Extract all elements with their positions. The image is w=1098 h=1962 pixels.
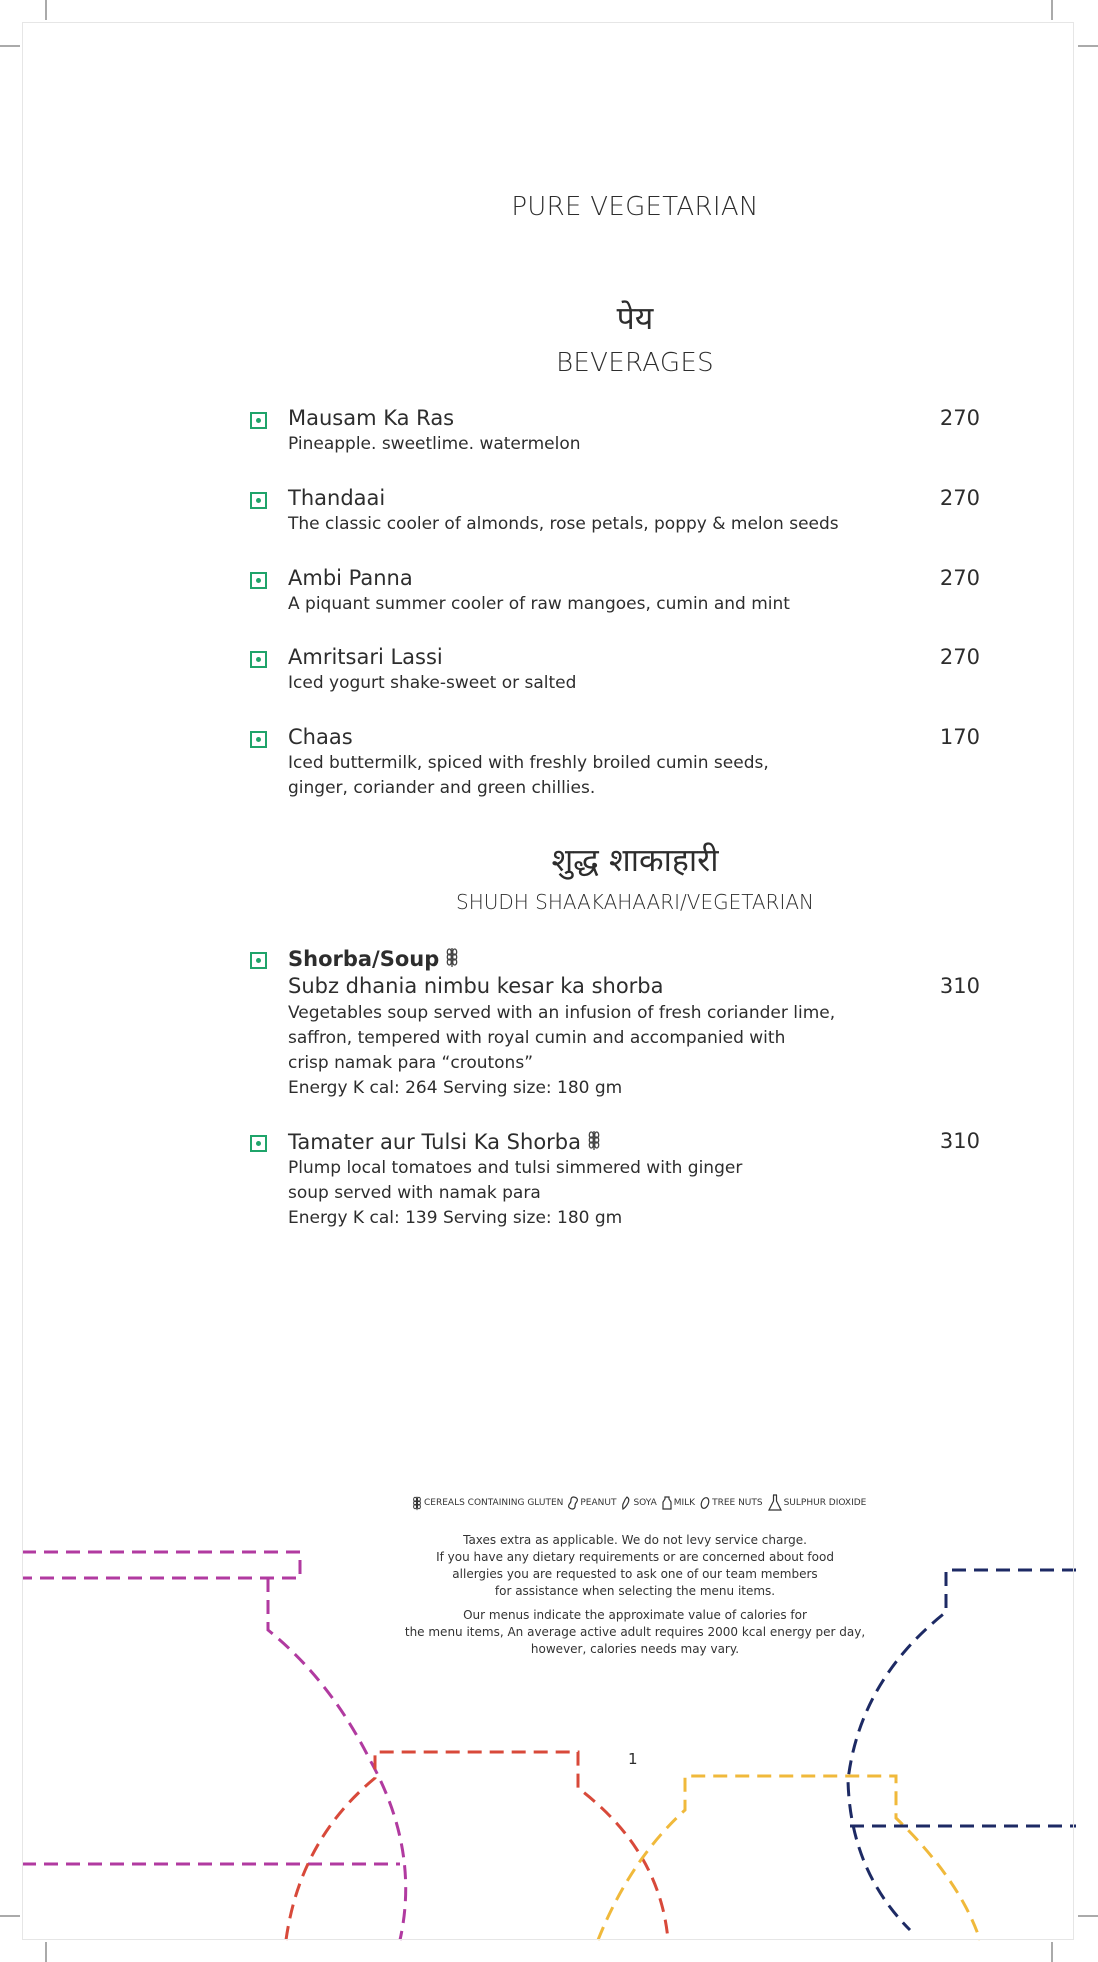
sulphur-dioxide-icon: [768, 1494, 782, 1512]
allergen-sulphur-dioxide: SULPHUR DIOXIDE: [768, 1494, 867, 1512]
item-name: Ambi Panna: [288, 566, 413, 590]
item-description: Iced yogurt shake-sweet or salted: [288, 673, 577, 693]
wheat-icon: [445, 946, 459, 968]
beverages-title: BEVERAGES: [556, 348, 714, 378]
wheat-icon: [412, 1494, 422, 1512]
item-name: Mausam Ka Ras: [288, 406, 455, 430]
item-name: Subz dhania nimbu kesar ka shorba: [288, 974, 664, 998]
category-heading: Shorba/Soup: [288, 946, 459, 971]
item-description: A piquant summer cooler of raw mangoes, cumin and mint: [288, 594, 790, 614]
item-price: 170: [939, 725, 980, 749]
item-price: 270: [939, 486, 980, 510]
allergen-peanut: PEANUT: [568, 1496, 616, 1510]
allergen-soya: SOYA: [621, 1496, 656, 1510]
item-price: 310: [939, 974, 980, 998]
footer-notice: Taxes extra as applicable. We do not levy service charge. If you have any dietary requirements or are concerned about food allergies you are requested to ask one of our team members for assistance when selecting the menu items.: [436, 1533, 834, 1598]
tree-nuts-icon: [700, 1496, 710, 1510]
section-title: PURE VEGETARIAN: [511, 192, 759, 222]
veg-mark-icon: [250, 952, 267, 969]
item-description: saffron, tempered with royal cumin and accompanied with: [288, 1028, 786, 1048]
item-description: Plump local tomatoes and tulsi simmered with ginger: [288, 1158, 743, 1178]
allergen-gluten: CEREALS CONTAINING GLUTEN: [412, 1494, 563, 1512]
item-name: Chaas: [288, 725, 353, 749]
soya-icon: [621, 1496, 631, 1510]
page-number: 1: [628, 1750, 638, 1768]
item-name: Amritsari Lassi: [288, 645, 443, 669]
allergen-tree-nuts: TREE NUTS: [700, 1496, 763, 1510]
vegetarian-title-hindi: शुद्ध शाकाहारी: [551, 841, 719, 879]
veg-mark-icon: [250, 492, 267, 509]
peanut-icon: [568, 1496, 578, 1510]
item-description: The classic cooler of almonds, rose petals, poppy & melon seeds: [288, 514, 839, 534]
item-price: 270: [939, 645, 980, 669]
item-energy: Energy K cal: 139 Serving size: 180 gm: [288, 1208, 623, 1228]
beverages-title-hindi: पेय: [616, 299, 654, 337]
allergen-legend: [412, 1494, 866, 1512]
item-name-row: Tamater aur Tulsi Ka Shorba: [288, 1129, 601, 1154]
item-description: crisp namak para “croutons”: [288, 1053, 533, 1073]
item-description: ginger, coriander and green chillies.: [288, 778, 596, 798]
allergen-milk: MILK: [662, 1496, 695, 1510]
wheat-icon: [587, 1129, 601, 1151]
item-name: Thandaai: [288, 486, 386, 510]
vegetarian-title: SHUDH SHAAKAHAARI/VEGETARIAN: [456, 890, 814, 914]
item-energy: Energy K cal: 264 Serving size: 180 gm: [288, 1078, 623, 1098]
veg-mark-icon: [250, 412, 267, 429]
milk-icon: [662, 1496, 672, 1510]
veg-mark-icon: [250, 1135, 267, 1152]
item-description: Iced buttermilk, spiced with freshly broiled cumin seeds,: [288, 753, 769, 773]
item-price: 270: [939, 406, 980, 430]
veg-mark-icon: [250, 731, 267, 748]
item-description: Vegetables soup served with an infusion of fresh coriander lime,: [288, 1003, 836, 1023]
footer-calorie-note: Our menus indicate the approximate value of calories for the menu items, An average active adult requires 2000 kcal energy per day, however, calories needs may vary.: [404, 1608, 866, 1656]
item-price: 270: [939, 566, 980, 590]
item-description: Pineapple. sweetlime. watermelon: [288, 434, 581, 454]
veg-mark-icon: [250, 572, 267, 589]
item-description: soup served with namak para: [288, 1183, 541, 1203]
veg-mark-icon: [250, 651, 267, 668]
item-price: 310: [939, 1129, 980, 1153]
